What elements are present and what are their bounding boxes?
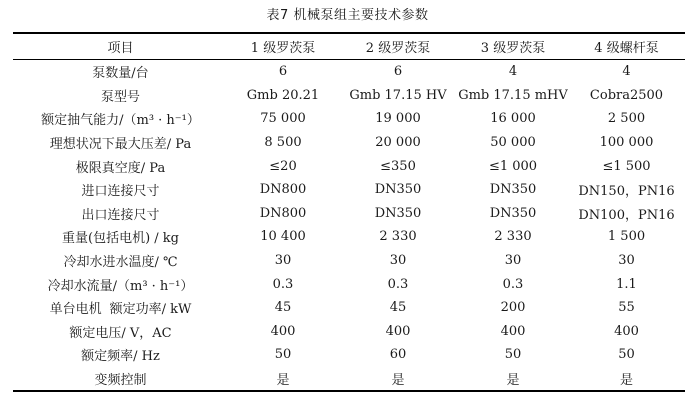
row-label [13,225,228,249]
table-row [13,343,685,367]
table-cell: 400 [385,323,411,339]
row-label-text: 额定功率/ kW [109,302,192,318]
row-label-text: 泵型号 [100,89,140,105]
table-cell: 4 [622,64,631,80]
row-label [13,343,228,367]
table-row [13,296,685,320]
row-label [13,131,228,155]
table-cell: 30 [389,253,407,269]
table-cell: 100 000 [599,135,654,151]
row-label [13,272,228,296]
table-row [13,320,685,344]
table-cell: 60 [389,347,407,363]
table-cell: Gmb 20.21 [246,87,320,103]
table-cell: DN800 [259,182,307,198]
row-label-text: 出口连接尺寸 [81,207,160,223]
column-header-stage4-screw: 4 级螺杆泵 [594,41,659,56]
row-label-text: 理想状况下最大压差/ Pa [49,137,192,153]
table-cell: DN350 [374,182,422,198]
table-cell: 2 500 [607,111,646,127]
table-row [13,107,685,131]
table-row [13,202,685,226]
row-label-text: 额定抽气能力/（m³ · h⁻¹） [41,113,200,129]
table-cell: 1.1 [616,276,637,292]
table-cell: 16 000 [490,111,536,127]
row-label-text: 额定电压/ V，AC [69,325,172,341]
table-cell: Cobra2500 [589,87,664,103]
row-label [13,296,228,320]
row-label-text: 重量(包括电机) / kg [62,231,179,247]
pump-parameters-table [13,32,685,392]
table-row [13,225,685,249]
table-cell: 400 [614,323,639,339]
table-cell: DN150，PN16 [578,184,675,200]
row-label [13,249,228,273]
table-cell: 50 [274,347,292,363]
table-cell: 6 [278,64,288,80]
table-cell: 20 000 [375,135,421,151]
table-cell: ≤350 [380,158,416,174]
table-cell: 是 [619,373,633,389]
table-row [13,131,685,155]
row-label [13,178,228,202]
table-row [13,178,685,202]
row-label-text: 泵数量/台 [92,66,149,82]
table-cell: 45 [389,300,407,316]
table-cell: 是 [276,373,290,389]
row-label [13,60,228,84]
table-cell: 30 [504,253,522,269]
row-label [13,107,228,131]
table-cell: 200 [500,300,526,316]
table-body [13,60,685,392]
table-cell: 55 [618,300,635,316]
table-cell: 50 [618,347,635,363]
row-label-text: 变频控制 [94,373,147,389]
row-label-text: 额定频率/ Hz [81,349,160,365]
table-row [13,60,685,84]
table-cell: 2 330 [494,229,532,245]
table-cell: 4 [508,64,518,80]
table-row [13,367,685,392]
table-cell: DN350 [489,182,537,198]
table-row [13,272,685,296]
row-label-text: 冷却水进水温度/ ℃ [63,255,178,271]
table-cell: 是 [391,373,405,389]
table-cell: DN800 [259,205,307,221]
table-cell: 2 330 [379,229,417,245]
column-header-stage1-roots: 1 级罗茨泵 [250,41,316,56]
row-label [13,84,228,108]
table-cell: 0.3 [502,276,524,292]
table-cell: 8 500 [264,135,302,151]
table-cell: 400 [270,323,296,339]
table-cell: 19 000 [375,111,421,127]
table-cell: ≤20 [269,158,297,174]
table-row [13,84,685,108]
table-cell: DN350 [489,205,537,221]
table-cell: ≤1 500 [602,158,651,174]
table-row [13,249,685,273]
table-row [13,154,685,178]
row-label-text: 冷却水流量/（m³ · h⁻¹） [47,278,194,294]
row-label [13,202,228,226]
table-cell: DN100，PN16 [578,207,675,223]
table-caption: 表7 机械泵组主要技术参数 [266,8,429,23]
table-cell: 10 400 [260,229,306,245]
row-label-text: 极限真空度/ Pa [75,160,166,176]
table-cell: 0.3 [387,276,409,292]
table-cell: ≤1 000 [488,158,538,174]
table-cell: 50 [504,347,522,363]
table-cell: Gmb 17.15 mHV [458,87,568,103]
column-header-stage3-roots: 3 级罗茨泵 [480,41,546,56]
table-cell: 400 [500,323,526,339]
header-row [13,33,685,60]
table-cell: 0.3 [272,276,294,292]
table-cell: 75 000 [260,111,306,127]
column-header-item: 项目 [107,41,134,56]
table-cell: 是 [506,373,520,389]
row-label-text: 进口连接尺寸 [81,184,160,200]
table-cell: 50 000 [490,135,536,151]
row-group-label: 单台电机 [49,302,102,318]
table-cell: 1 500 [607,229,646,245]
table-cell: 6 [393,64,403,80]
table-cell: DN350 [374,205,422,221]
table-cell: Gmb 17.15 HV [349,87,447,103]
table-cell: 30 [274,253,292,269]
table-cell: 45 [274,300,292,316]
column-header-stage2-roots: 2 级罗茨泵 [365,41,431,56]
row-label [13,154,228,178]
table-cell: 30 [618,253,635,269]
row-label [13,320,228,344]
row-label [13,367,228,392]
